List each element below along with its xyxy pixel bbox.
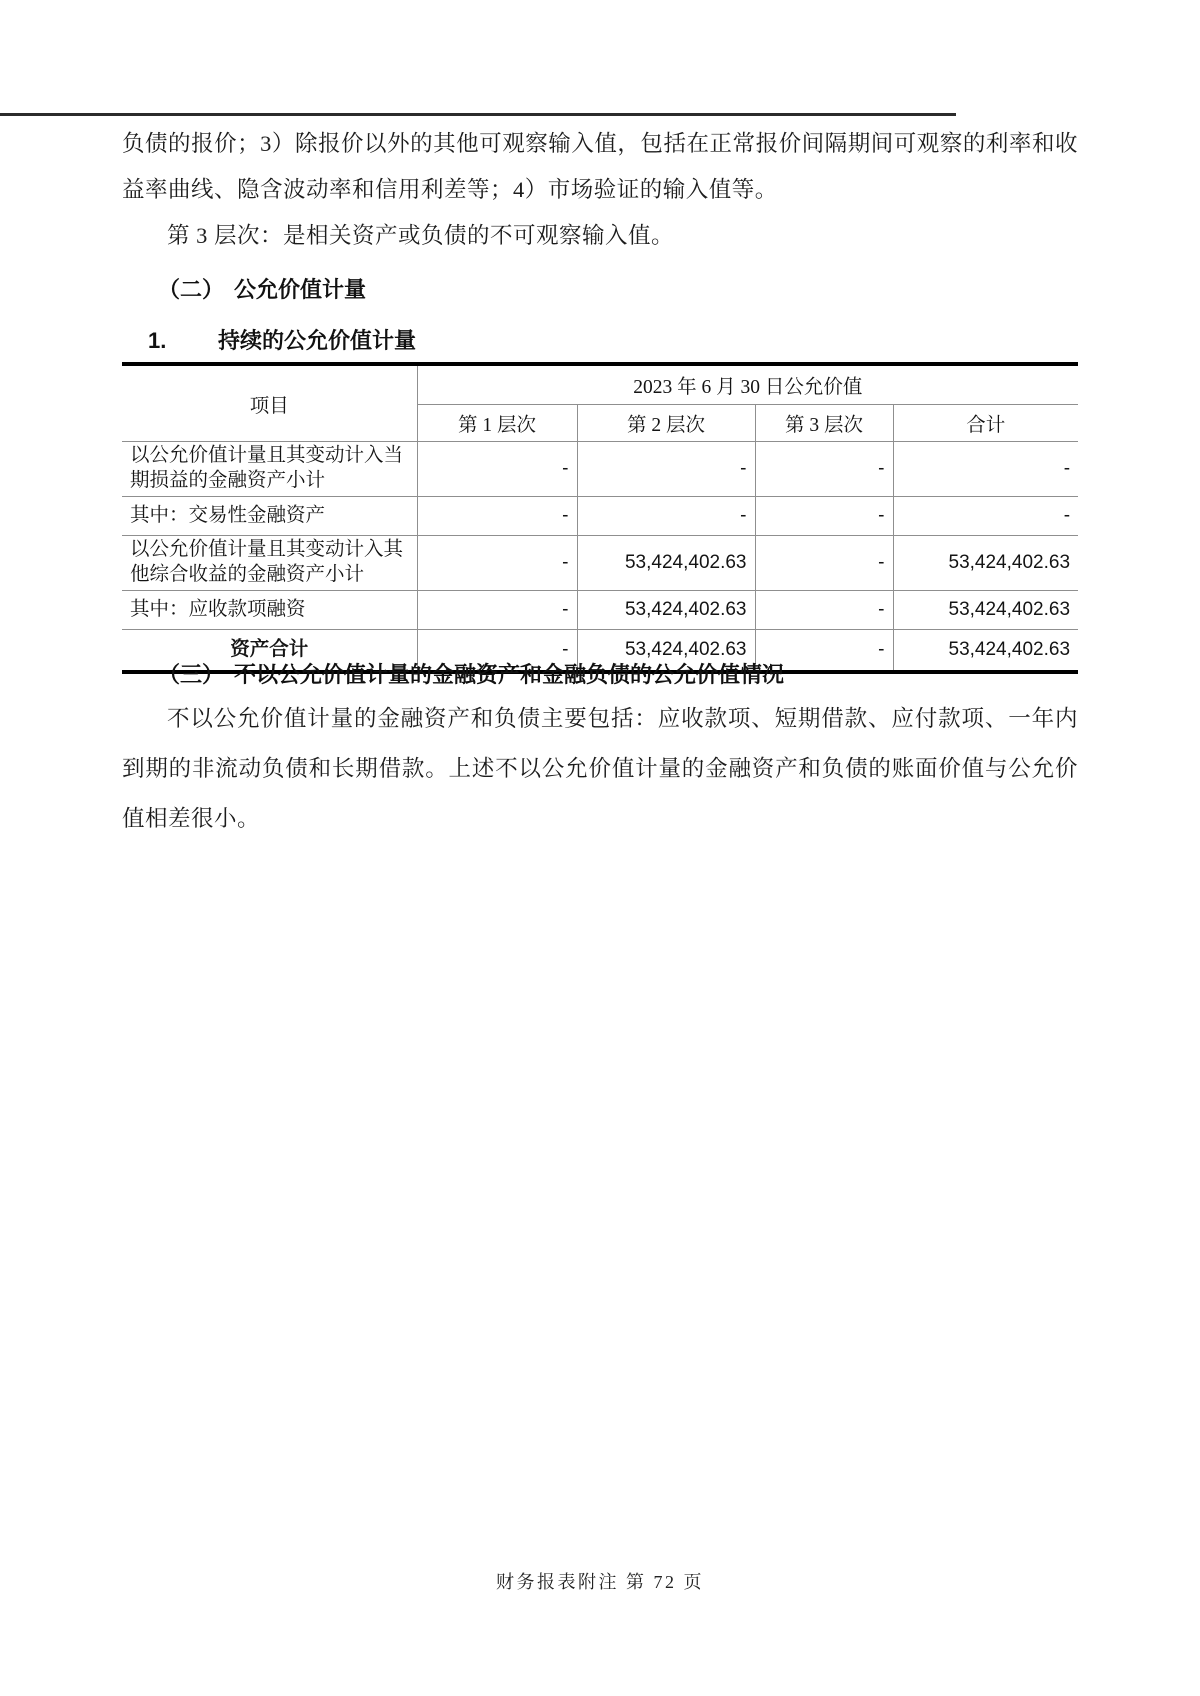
fair-value-table bbox=[122, 362, 1078, 674]
row-level2-value: - bbox=[577, 442, 755, 497]
row-level2-value: 53,424,402.63 bbox=[577, 630, 755, 673]
row-label: 其中：交易性金融资产 bbox=[122, 497, 417, 536]
row-total-value: 53,424,402.63 bbox=[893, 536, 1078, 591]
subsection-title: 持续的公允价值计量 bbox=[218, 328, 417, 353]
table-row-receivables-financing bbox=[122, 591, 1078, 630]
row-level2-value: 53,424,402.63 bbox=[577, 536, 755, 591]
row-total-value: - bbox=[893, 497, 1078, 536]
row-total-value: - bbox=[893, 442, 1078, 497]
column-header-total: 合计 bbox=[893, 405, 1078, 442]
header-rule bbox=[0, 113, 956, 116]
row-level1-value: - bbox=[417, 630, 577, 673]
section-title: 公允价值计量 bbox=[234, 277, 367, 302]
column-header-level1: 第 1 层次 bbox=[417, 405, 577, 442]
row-level3-value: - bbox=[755, 442, 893, 497]
section-number: （三） bbox=[158, 662, 225, 687]
row-level1-value: - bbox=[417, 591, 577, 630]
section-title: 不以公允价值计量的金融资产和金融负债的公允价值情况 bbox=[234, 662, 785, 687]
intro-paragraph: 负债的报价；3）除报价以外的其他可观察输入值，包括在正常报价间隔期间可观察的利率和收益率曲线、隐含波动率和信用利差等；4）市场验证的输入值等。 bbox=[122, 131, 1078, 202]
row-label: 以公允价值计量且其变动计入当期损益的金融资产小计 bbox=[122, 442, 417, 497]
table-row-fvtpl-subtotal bbox=[122, 442, 1078, 497]
row-label: 以公允价值计量且其变动计入其他综合收益的金融资产小计 bbox=[122, 536, 417, 591]
page-footer bbox=[0, 1568, 1200, 1594]
table-row-trading-financial-assets bbox=[122, 497, 1078, 536]
row-level3-value: - bbox=[755, 591, 893, 630]
row-level3-value: - bbox=[755, 536, 893, 591]
row-level3-value: - bbox=[755, 630, 893, 673]
section-heading-non-fair-value bbox=[122, 660, 1114, 690]
row-total-value: 53,424,402.63 bbox=[893, 630, 1078, 673]
row-level2-value: - bbox=[577, 497, 755, 536]
row-label: 资产合计 bbox=[122, 630, 417, 673]
non-fair-value-paragraph: 不以公允价值计量的金融资产和负债主要包括：应收款项、短期借款、应付款项、一年内到期的非流动负债和长期借款。上述不以公允价值计量的金融资产和负债的账面价值与公允价值相差很小。 bbox=[122, 706, 1078, 831]
row-label: 其中：应收款项融资 bbox=[122, 591, 417, 630]
column-header-level2: 第 2 层次 bbox=[577, 405, 755, 442]
row-level1-value: - bbox=[417, 442, 577, 497]
row-total-value: 53,424,402.63 bbox=[893, 591, 1078, 630]
section-number: （二） bbox=[158, 277, 225, 302]
column-header-date: 2023 年 6 月 30 日公允价值 bbox=[417, 364, 1078, 405]
row-level3-value: - bbox=[755, 497, 893, 536]
fair-value-table-container bbox=[122, 362, 1078, 674]
table-row-fvoci-subtotal bbox=[122, 536, 1078, 591]
footer-text: 财务报表附注 第 72 页 bbox=[496, 1572, 704, 1592]
row-level1-value: - bbox=[417, 536, 577, 591]
row-level2-value: 53,424,402.63 bbox=[577, 591, 755, 630]
row-level1-value: - bbox=[417, 497, 577, 536]
section-heading-fair-value-measurement bbox=[122, 275, 1114, 305]
subsection-number: 1. bbox=[148, 328, 167, 353]
subsection-heading-continuous-fair-value bbox=[122, 326, 1104, 356]
table-header-row-1 bbox=[122, 364, 1078, 405]
level3-paragraph: 第 3 层次：是相关资产或负债的不可观察输入值。 bbox=[167, 223, 675, 248]
column-header-level3: 第 3 层次 bbox=[755, 405, 893, 442]
column-header-item: 项目 bbox=[122, 364, 417, 442]
